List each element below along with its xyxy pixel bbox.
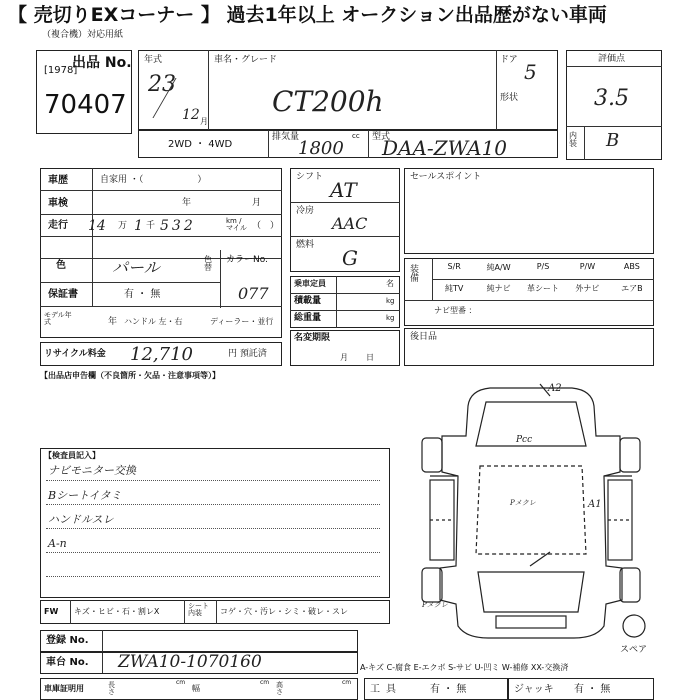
equipment-item-row2-1: 純ナビ — [486, 284, 511, 293]
car-history-value: 自家用 ・（ ） — [100, 175, 207, 185]
seat-items: コゲ・穴・汚レ・シミ・破レ・スレ — [220, 607, 348, 616]
seller-notes-label: 【出品店申告欄（不良箇所・欠品・注意事項等）】 — [40, 371, 220, 380]
mileage-label: 走行 — [48, 220, 68, 231]
cert-label: 車庫証明用 — [44, 684, 84, 693]
interior-value: B — [606, 130, 620, 151]
shape-label: 形状 — [500, 93, 519, 103]
model-name-value: CT200h — [272, 85, 384, 118]
equipment-row-1 — [432, 262, 654, 273]
mileage-unit: km / マイル — [226, 217, 247, 232]
warranty-label: 保証書 — [48, 289, 78, 300]
doors-label: ドア — [500, 55, 518, 65]
equipment-item-row2-3: 外ナビ — [575, 284, 600, 293]
aircon-value: AAC — [332, 214, 368, 233]
inspector-label: 【検査員記入】 — [44, 451, 100, 460]
year-value: 23 — [148, 72, 176, 97]
mileage-paren: （ ） — [252, 221, 280, 231]
lot-label: 出品 No. — [72, 55, 132, 71]
equipment-row-2 — [432, 283, 654, 294]
chassis-value: ZWA10-1070160 — [118, 652, 262, 672]
model-year-label: モデル年式 — [44, 311, 72, 326]
color-value: パール — [112, 258, 160, 277]
inspector-line-3: ハンドルスレ — [48, 513, 114, 526]
color-change-label: 色替 — [204, 255, 212, 272]
color-no-value: 077 — [238, 284, 269, 303]
car-history-label: 車歴 — [48, 175, 68, 186]
capacity-label: 乗車定員 — [294, 279, 326, 288]
name-change-unit: 月日 — [340, 353, 392, 362]
warranty-options: 有 ・ 無 — [124, 289, 161, 300]
shift-value: AT — [330, 178, 357, 202]
cert-length-cm: cm — [176, 679, 186, 686]
diagram-a2: A2 — [548, 383, 562, 394]
inspection-year: 年 — [182, 198, 192, 208]
aircon-label: 冷房 — [296, 206, 315, 216]
inspector-line-2: Bシートイタミ — [48, 489, 122, 502]
mileage-sen: 1 — [134, 218, 143, 234]
name-change-label: 名変期限 — [294, 333, 331, 343]
cert-height: 高さ — [276, 681, 283, 696]
model-name-label: 車名・グレード — [214, 55, 278, 65]
mileage-man: 14 — [88, 218, 106, 234]
displacement-label: 排気量 — [272, 132, 300, 142]
post-sale-box — [404, 328, 654, 366]
cert-width-cm: cm — [260, 679, 270, 686]
cert-length: 長さ — [108, 681, 115, 696]
handle-label: ハンドル 左・右 — [124, 317, 183, 326]
top-note: （複合機）対応用紙 — [42, 30, 124, 40]
jack-label: ジャッキ — [514, 684, 554, 695]
registration-label: 登録 No. — [46, 635, 89, 646]
equipment-item-row2-0: 純TV — [445, 284, 464, 293]
displacement-value: 1800 — [298, 138, 344, 159]
mileage-sen-unit: 千 — [146, 221, 156, 231]
post-sale-label: 後日品 — [410, 332, 438, 342]
recycle-value: 12,710 — [130, 344, 193, 365]
inspection-label: 車検 — [48, 198, 68, 209]
fw-items: キズ・ヒビ・石・割レX — [74, 607, 160, 616]
equipment-item-row1-1: 純A/W — [486, 263, 511, 272]
evaluation-label: 評価点 — [598, 54, 626, 64]
model-code-value: DAA-ZWA10 — [382, 136, 508, 160]
interior-label: 内装 — [569, 131, 577, 148]
model-code-label: 型式 — [372, 132, 391, 142]
dealer-label: ディーラー・並行 — [210, 317, 274, 326]
drive-value: 2WD ・ 4WD — [168, 139, 233, 150]
equipment-item-row1-2: P/S — [536, 262, 550, 271]
tools-label: 工具 — [370, 684, 402, 695]
navi-model-label: ナビ型番 ： — [434, 306, 477, 315]
sales-point-label: セールスポイント — [410, 172, 482, 182]
fuel-value: G — [342, 246, 358, 270]
displacement-unit: cc — [352, 132, 360, 140]
info-grid — [40, 168, 282, 338]
cert-height-cm: cm — [342, 679, 352, 686]
diagram-pcc: Pcc — [516, 435, 533, 445]
recycle-label: リサイクル料金 — [44, 349, 106, 359]
sheet-header: 【 売切りEXコーナー 】 過去1年以上 オークション出品歴がない車両 — [8, 4, 607, 26]
mileage-rest: 532 — [160, 218, 196, 234]
load-unit: kg — [386, 297, 395, 305]
gross-label: 総重量 — [294, 313, 322, 323]
doors-value: 5 — [524, 60, 537, 84]
diagram-a1: A1 — [588, 499, 602, 510]
damage-legend: A-キズ C-腐食 E-エクボ S-サビ U-凹ミ W-補修 XX-交換済 — [360, 663, 569, 672]
inspection-month: 月 — [252, 198, 262, 208]
lot-number: 70407 — [44, 90, 127, 120]
diagram-paint-1: Pメクレ — [510, 499, 536, 507]
color-no-label: カラーNo. — [226, 255, 268, 265]
spare-label: スペア — [620, 645, 648, 655]
chassis-label: 車台 No. — [46, 657, 89, 668]
year-month: 12 — [182, 107, 200, 123]
equipment-item-row1-3: P/W — [579, 262, 596, 271]
inspector-line-4: A-n — [48, 537, 67, 550]
model-year-year: 年 — [108, 317, 118, 327]
fuel-label: 燃料 — [296, 240, 315, 250]
recycle-unit: 円 預託済 — [228, 349, 267, 359]
equipment-item-row2-2: 革シート — [527, 284, 560, 293]
tools-options: 有 ・ 無 — [430, 684, 467, 695]
equipment-item-row2-4: エアB — [621, 284, 643, 293]
seat-label: シート内装 — [188, 602, 209, 617]
evaluation-value: 3.5 — [594, 86, 629, 111]
cert-width: 幅 — [192, 684, 200, 693]
fw-label: FW — [44, 607, 59, 616]
diagram-paint-2: Pメクレ — [422, 601, 448, 609]
jack-options: 有 ・ 無 — [574, 684, 611, 695]
color-label: 色 — [56, 260, 66, 271]
lot-year-tag: [1978] — [44, 65, 78, 76]
gross-unit: kg — [386, 314, 395, 322]
equipment-item-row1-4: ABS — [623, 262, 640, 271]
equipment-label: 装備 — [410, 265, 420, 284]
shift-label: シフト — [296, 172, 324, 182]
load-label: 積載量 — [294, 296, 322, 306]
inspector-line-1: ナビモニター交換 — [48, 464, 136, 477]
year-month-unit: 月 — [200, 117, 208, 126]
mileage-man-unit: 万 — [118, 221, 128, 231]
equipment-item-row1-0: S/R — [447, 262, 461, 271]
capacity-unit: 名 — [386, 279, 394, 288]
year-label: 年式 — [144, 55, 163, 65]
